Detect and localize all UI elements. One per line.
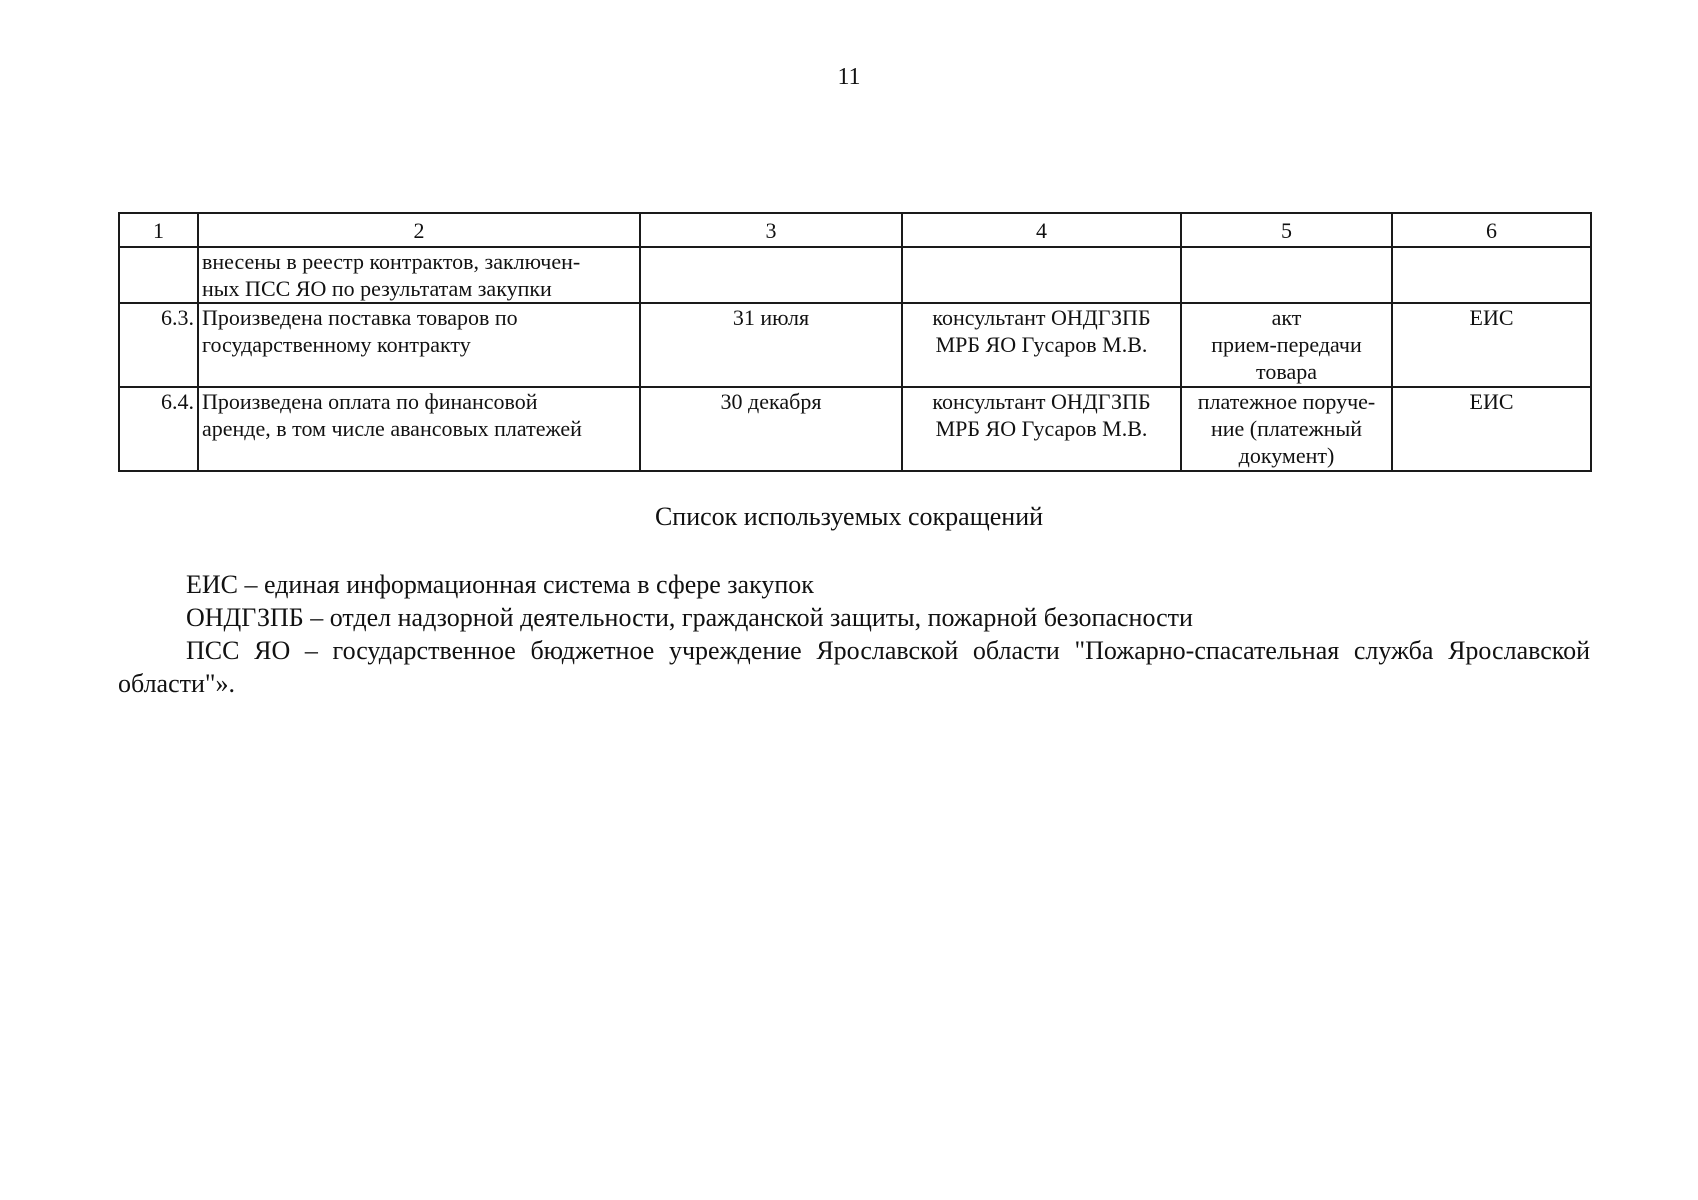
table-row	[119, 303, 1591, 387]
column-header: 6	[1392, 213, 1591, 247]
abbreviation-item: ПСС ЯО – государственное бюджетное учреждение Ярославской области "Пожарно-спасательная служба Ярославской области"».	[118, 636, 1590, 698]
abbreviation-item: ЕИС – единая информационная система в сфере закупок	[186, 570, 814, 599]
row-source: ЕИС	[1392, 387, 1591, 471]
row-number	[119, 247, 198, 303]
row-deadline: 30 декабря	[640, 387, 902, 471]
row-responsible: консультант ОНДГЗПБ МРБ ЯО Гусаров М.В.	[902, 303, 1181, 387]
row-description: Произведена поставка товаров по государственному контракту	[198, 303, 640, 387]
row-document	[1181, 247, 1392, 303]
row-number: 6.3.	[119, 303, 198, 387]
row-responsible	[902, 247, 1181, 303]
row-source: ЕИС	[1392, 303, 1591, 387]
table-row	[119, 247, 1591, 303]
column-header: 2	[198, 213, 640, 247]
abbreviations-title: Список используемых сокращений	[654, 502, 1044, 531]
column-header: 4	[902, 213, 1181, 247]
row-description: внесены в реестр контрактов, заключен- ных ПСС ЯО по результатам закупки	[198, 247, 640, 303]
row-document: акт прием-передачи товара	[1181, 303, 1392, 387]
row-document: платежное поруче- ние (платежный документ)	[1181, 387, 1392, 471]
table-header-row	[119, 213, 1591, 247]
row-deadline	[640, 247, 902, 303]
row-responsible: консультант ОНДГЗПБ МРБ ЯО Гусаров М.В.	[902, 387, 1181, 471]
row-deadline: 31 июля	[640, 303, 902, 387]
column-header: 1	[119, 213, 198, 247]
abbreviation-item: ОНДГЗПБ – отдел надзорной деятельности, гражданской защиты, пожарной безопасности	[186, 603, 1193, 632]
column-header: 5	[1181, 213, 1392, 247]
row-number: 6.4.	[119, 387, 198, 471]
abbreviations-list	[118, 568, 1590, 700]
plan-table	[118, 212, 1592, 472]
table-row	[119, 387, 1591, 471]
row-description: Произведена оплата по финансовой аренде, в том числе авансовых платежей	[198, 387, 640, 471]
column-header: 3	[640, 213, 902, 247]
page-number: 11	[837, 64, 861, 90]
row-source	[1392, 247, 1591, 303]
